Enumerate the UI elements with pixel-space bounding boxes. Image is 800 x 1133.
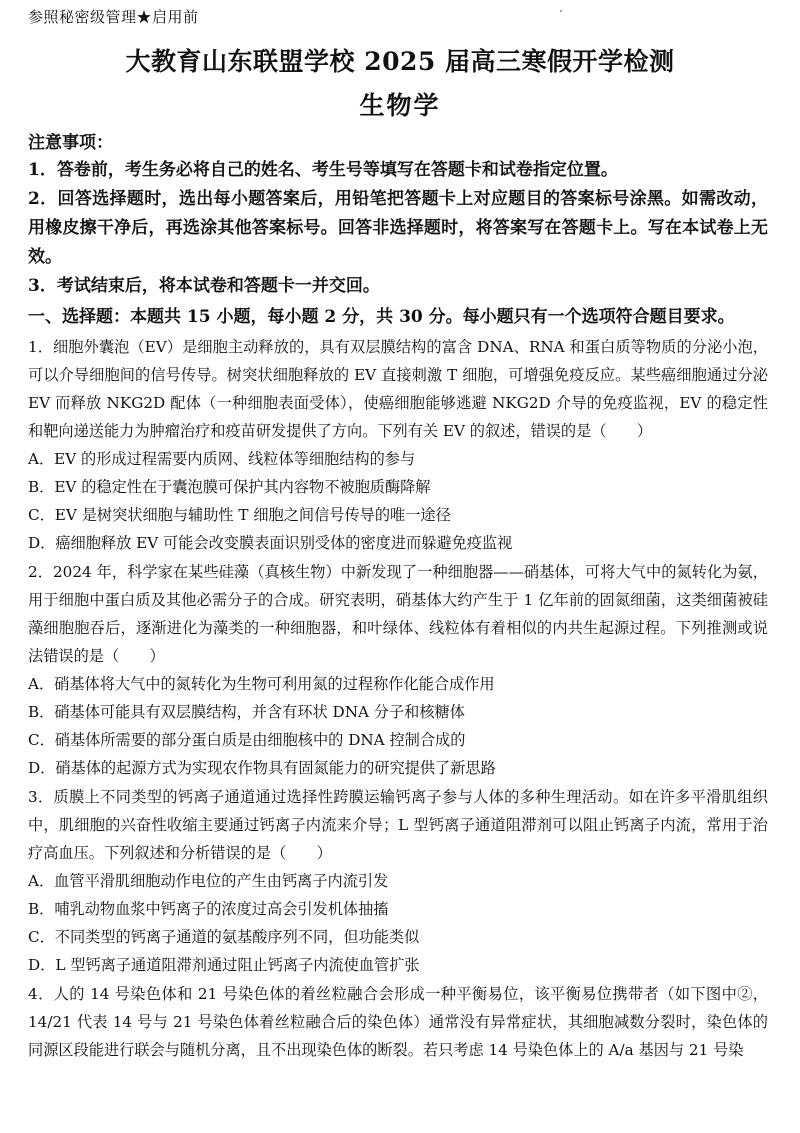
- question-stem: 3．质膜上不同类型的钙离子通道通过选择性跨膜运输钙离子参与人体的多种生理活动。如在许多平滑肌组织中，肌细胞的兴奋性收缩主要通过钙离子内流来介导；L 型钙离子通道阻滞剂可以阻止钙离子内流，常用于治疗高血压。下列叙述和分析错误的是（ ）: [28, 788, 768, 862]
- note-item-1: 1．答卷前，考生务必将自己的姓名、考生号等填写在答题卡和试卷指定位置。: [28, 160, 618, 180]
- option-c: C．硝基体所需要的部分蛋白质是由细胞核中的 DNA 控制合成的: [28, 731, 466, 749]
- question-1: [28, 333, 768, 557]
- question-3: [28, 783, 768, 979]
- note-item-3: 3．考试结束后，将本试卷和答题卡一并交回。: [28, 276, 380, 296]
- notes-heading: 注意事项：: [28, 133, 113, 153]
- option-d: D．L 型钙离子通道阻滞剂通过阻止钙离子内流使血管扩张: [28, 956, 420, 974]
- option-d: D．癌细胞释放 EV 可能会改变膜表面识别受体的密度进而躲避免疫监视: [28, 534, 513, 552]
- option-b: B．哺乳动物血浆中钙离子的浓度过高会引发机体抽搐: [28, 900, 389, 918]
- question-stem: 1．细胞外囊泡（EV）是细胞主动释放的，具有双层膜结构的富含 DNA、RNA 和蛋白质等物质的分泌小泡，可以介导细胞间的信号传导。树突状细胞释放的 EV 直接刺激 T 细胞，可增强免疫反应。某些癌细胞通过分泌 EV 而释放 NKG2D 配体（一种细胞表面受体），使癌细胞能够逃避 NKG2D 介导的免疫监视，EV 的稳定性和靶向递送能力为肿瘤治疗和疫苗研发提供了方向。下列有关 EV 的叙述，错误的是（ ）: [28, 338, 768, 440]
- exam-content: [28, 130, 768, 1064]
- exam-title: 大教育山东联盟学校 2025 届高三寒假开学检测: [125, 47, 675, 76]
- option-a: A．EV 的形成过程需要内质网、线粒体等细胞结构的参与: [28, 450, 416, 468]
- question-stem: 4．人的 14 号染色体和 21 号染色体的着丝粒融合会形成一种平衡易位，该平衡易位携带者（如下图中②，14/21 代表 14 号与 21 号染色体着丝粒融合后的染色体）通常没有异常症状，其细胞减数分裂时，染色体的同源区段能进行联会与随机分离，且不出现染色体的断裂。若只考虑 14 号染色体上的 A/a 基因与 21 号染: [28, 985, 768, 1059]
- section-heading: 一、选择题：本题共 15 小题，每小题 2 分，共 30 分。每小题只有一个选项符合题目要求。: [28, 307, 735, 327]
- option-a: A．硝基体将大气中的氮转化为生物可利用氮的过程称作化能合成作用: [28, 675, 495, 693]
- option-b: B．EV 的稳定性在于囊泡膜可保护其内容物不被胞质酶降解: [28, 478, 431, 496]
- option-c: C．不同类型的钙离子通道的氨基酸序列不同，但功能类似: [28, 928, 420, 946]
- option-a: A．血管平滑肌细胞动作电位的产生由钙离子内流引发: [28, 872, 389, 890]
- subject-title: 生物学: [359, 91, 441, 120]
- option-c: C．EV 是树突状细胞与辅助性 T 细胞之间信号传导的唯一途径: [28, 506, 451, 524]
- secret-level-label: 参照秘密级管理★启用前: [28, 8, 199, 26]
- option-d: D．硝基体的起源方式为实现农作物具有固氮能力的研究提供了新思路: [28, 759, 496, 777]
- scan-speck: [560, 10, 562, 12]
- note-item-2: 2．回答选择题时，选出每小题答案后，用铅笔把答题卡上对应题目的答案标号涂黑。如需改动，用橡皮擦干净后，再选涂其他答案标号。回答非选择题时，将答案写在答题卡上。写在本试卷上无效。: [28, 189, 768, 267]
- question-stem: 2．2024 年，科学家在某些硅藻（真核生物）中新发现了一种细胞器——硝基体，可将大气中的氮转化为氨，用于细胞中蛋白质及其他必需分子的合成。研究表明，硝基体大约产生于 1 亿年前的固氮细菌，这类细菌被硅藻细胞胞吞后，逐渐进化为藻类的一种细胞器，和叶绿体、线粒体有着相似的内共生起源过程。下列推测或说法错误的是（ ）: [28, 563, 768, 665]
- option-b: B．硝基体可能具有双层膜结构，并含有环状 DNA 分子和核糖体: [28, 703, 465, 721]
- question-2: [28, 558, 768, 782]
- question-4: [28, 980, 768, 1064]
